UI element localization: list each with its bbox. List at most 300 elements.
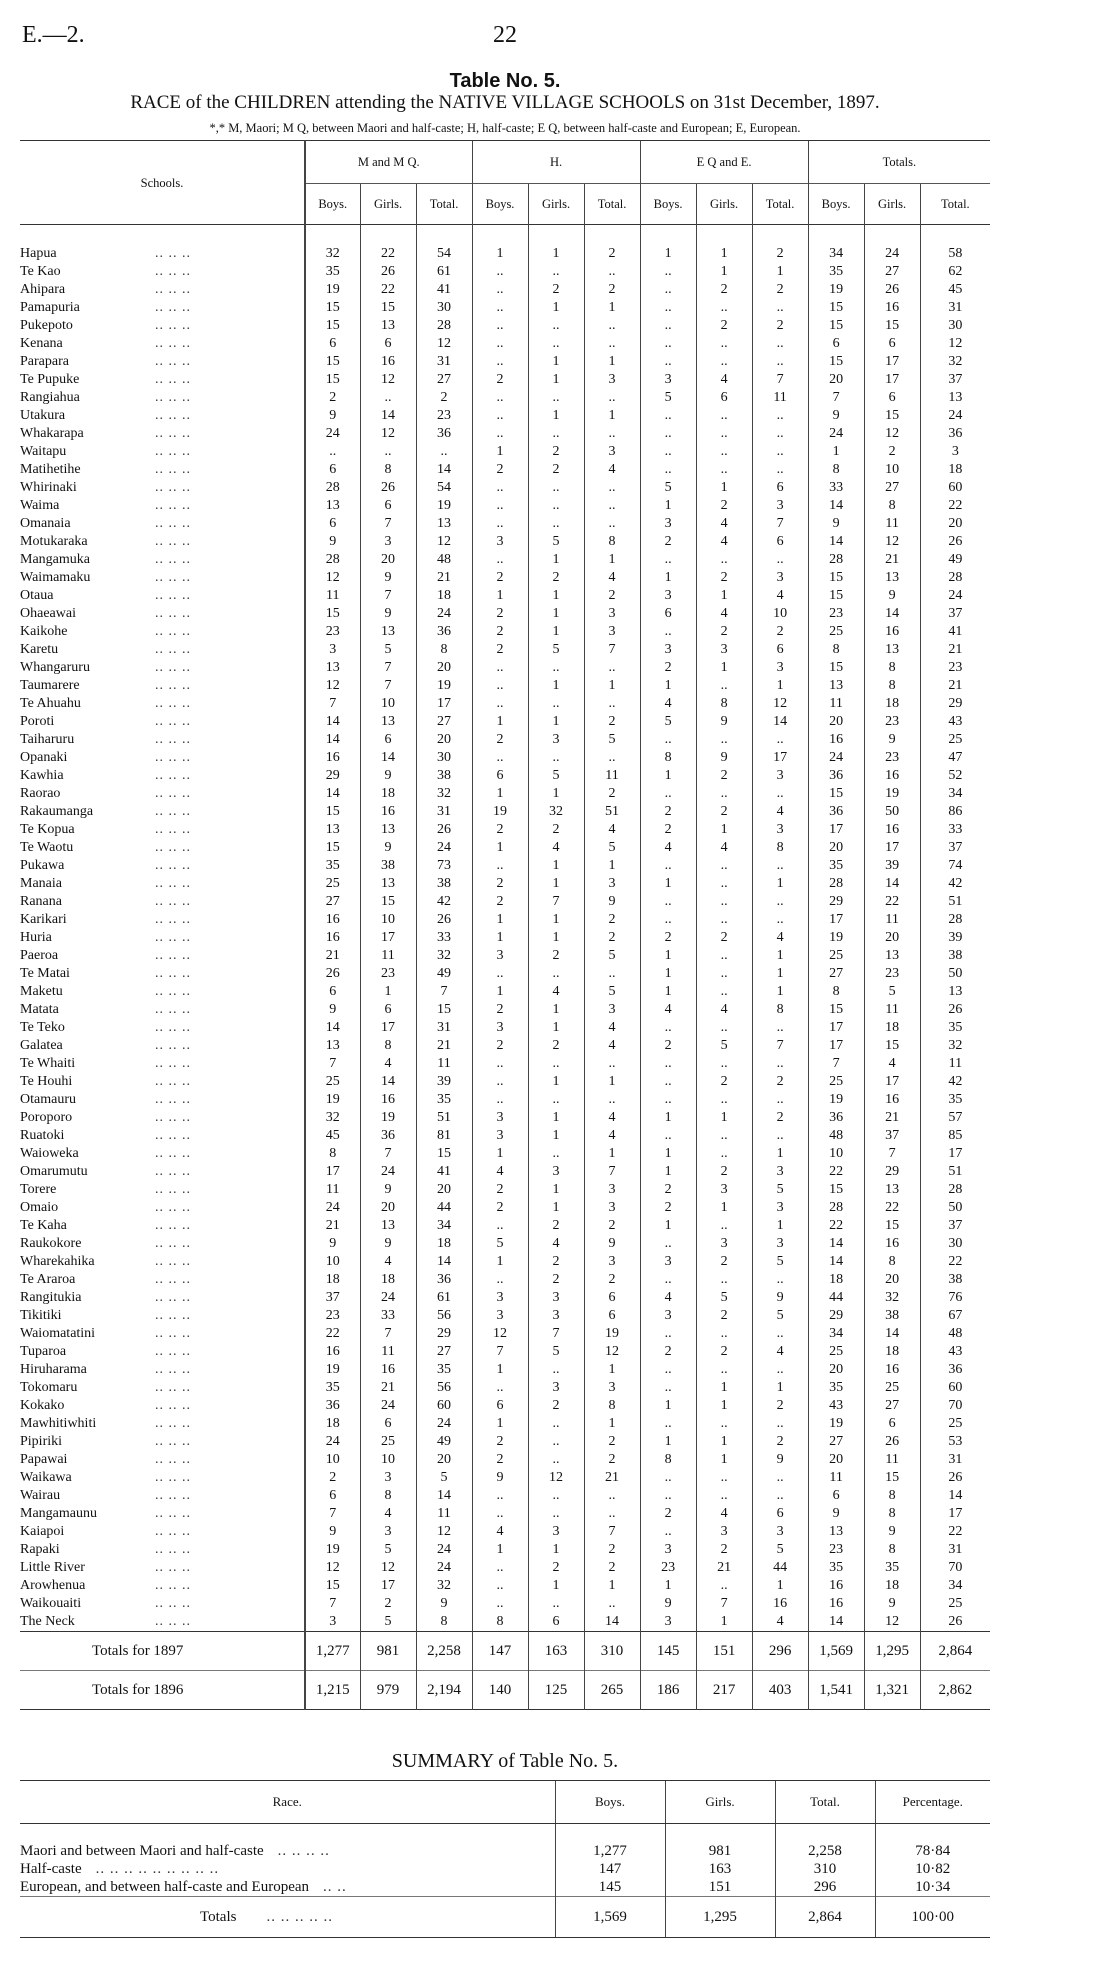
- value-cell: 2: [752, 1433, 808, 1451]
- value-cell: 11: [305, 587, 360, 605]
- value-cell: 2: [472, 1199, 528, 1217]
- table-row: [20, 1109, 990, 1127]
- value-cell: 48: [808, 1127, 864, 1145]
- value-cell: ..: [696, 1325, 752, 1343]
- value-cell: ..: [752, 857, 808, 875]
- value-cell: 7: [305, 695, 360, 713]
- totals-value: 217: [696, 1671, 752, 1710]
- value-cell: 4: [528, 1235, 584, 1253]
- value-cell: 2: [640, 821, 696, 839]
- value-cell: ..: [584, 479, 640, 497]
- leader-dots: .. .. ..: [155, 930, 191, 945]
- leader-dots: .. .. ..: [155, 282, 191, 297]
- value-cell: ..: [640, 1235, 696, 1253]
- value-cell: 6: [864, 1415, 920, 1433]
- value-cell: 7: [528, 1325, 584, 1343]
- value-cell: 3: [472, 947, 528, 965]
- summary-percentage-header: Percentage.: [875, 1781, 990, 1824]
- value-cell: 51: [584, 803, 640, 821]
- value-cell: 21: [416, 569, 472, 587]
- summary-value: 151: [665, 1878, 775, 1897]
- value-cell: 41: [416, 1163, 472, 1181]
- summary-totals-value: 1,295: [665, 1897, 775, 1938]
- value-cell: 23: [305, 623, 360, 641]
- summary-value: 78·84: [875, 1842, 990, 1860]
- value-cell: 3: [360, 533, 416, 551]
- summary-value: 310: [775, 1860, 875, 1878]
- value-cell: 24: [360, 1163, 416, 1181]
- value-cell: 16: [305, 749, 360, 767]
- value-cell: 8: [360, 1037, 416, 1055]
- value-cell: 38: [416, 767, 472, 785]
- value-cell: 2: [472, 875, 528, 893]
- value-cell: 16: [864, 1235, 920, 1253]
- value-cell: ..: [528, 1145, 584, 1163]
- value-cell: 1: [472, 1145, 528, 1163]
- summary-race-header: Race.: [20, 1781, 555, 1824]
- school-name: Te Teko: [20, 1020, 65, 1035]
- value-cell: 16: [808, 1595, 864, 1613]
- value-cell: 3: [472, 1109, 528, 1127]
- value-cell: 29: [920, 695, 990, 713]
- leader-dots: .. .. ..: [155, 678, 191, 693]
- totals-value: 2,862: [920, 1671, 990, 1710]
- value-cell: 3: [584, 1001, 640, 1019]
- table-row: [20, 1073, 990, 1091]
- value-cell: 15: [808, 785, 864, 803]
- school-name: Waiomatatini: [20, 1326, 96, 1341]
- value-cell: 7: [472, 1343, 528, 1361]
- value-cell: ..: [584, 497, 640, 515]
- value-cell: ..: [528, 965, 584, 983]
- leader-dots: .. .. ..: [155, 1326, 191, 1341]
- table-row: [20, 1559, 990, 1577]
- school-name: Taiharuru: [20, 732, 75, 747]
- value-cell: 19: [808, 281, 864, 299]
- value-cell: 21: [360, 1379, 416, 1397]
- value-cell: ..: [696, 1217, 752, 1235]
- school-cell: [20, 1289, 305, 1307]
- value-cell: 1: [696, 1199, 752, 1217]
- value-cell: ..: [752, 1325, 808, 1343]
- value-cell: 1: [528, 371, 584, 389]
- school-name: Waioweka: [20, 1146, 79, 1161]
- school-cell: [20, 407, 305, 425]
- value-cell: 17: [864, 371, 920, 389]
- value-cell: 3: [696, 641, 752, 659]
- column-header-total: Total.: [416, 184, 472, 225]
- value-cell: 21: [584, 1469, 640, 1487]
- school-cell: [20, 461, 305, 479]
- value-cell: 12: [305, 569, 360, 587]
- table-row: [20, 1253, 990, 1271]
- value-cell: 32: [305, 1109, 360, 1127]
- value-cell: 9: [864, 587, 920, 605]
- summary-total-header: Total.: [775, 1781, 875, 1824]
- value-cell: ..: [472, 1073, 528, 1091]
- value-cell: ..: [640, 353, 696, 371]
- value-cell: 3: [752, 1235, 808, 1253]
- value-cell: ..: [640, 335, 696, 353]
- value-cell: 5: [360, 641, 416, 659]
- value-cell: 18: [360, 1271, 416, 1289]
- value-cell: 22: [360, 281, 416, 299]
- value-cell: 1: [640, 1397, 696, 1415]
- leader-dots: .. .. .. ..: [277, 1843, 330, 1859]
- value-cell: 6: [305, 1487, 360, 1505]
- value-cell: 19: [416, 677, 472, 695]
- leader-dots: .. .. ..: [155, 1398, 191, 1413]
- value-cell: 27: [864, 263, 920, 281]
- school-name: Omaio: [20, 1200, 59, 1215]
- value-cell: 1: [696, 659, 752, 677]
- value-cell: 4: [696, 533, 752, 551]
- value-cell: ..: [752, 1019, 808, 1037]
- summary-value: 147: [555, 1860, 665, 1878]
- value-cell: 22: [920, 1253, 990, 1271]
- value-cell: 23: [864, 749, 920, 767]
- value-cell: 5: [416, 1469, 472, 1487]
- school-name: Ahipara: [20, 282, 66, 297]
- value-cell: 45: [305, 1127, 360, 1145]
- value-cell: 24: [360, 1397, 416, 1415]
- value-cell: 31: [416, 353, 472, 371]
- value-cell: 3: [472, 1127, 528, 1145]
- table-row: [20, 1541, 990, 1559]
- value-cell: 18: [864, 1343, 920, 1361]
- table-row: [20, 1145, 990, 1163]
- value-cell: ..: [752, 425, 808, 443]
- value-cell: ..: [472, 1487, 528, 1505]
- value-cell: 38: [360, 857, 416, 875]
- value-cell: 6: [640, 605, 696, 623]
- value-cell: 35: [305, 857, 360, 875]
- value-cell: 5: [640, 713, 696, 731]
- table-row: [20, 1361, 990, 1379]
- value-cell: 67: [920, 1307, 990, 1325]
- value-cell: 2: [472, 821, 528, 839]
- value-cell: 10: [305, 1253, 360, 1271]
- value-cell: 23: [808, 1541, 864, 1559]
- value-cell: 9: [305, 1001, 360, 1019]
- value-cell: 1: [696, 1613, 752, 1632]
- value-cell: 1: [752, 1217, 808, 1235]
- value-cell: 41: [920, 623, 990, 641]
- school-name: Kaikohe: [20, 624, 68, 639]
- school-cell: [20, 1019, 305, 1037]
- value-cell: 21: [920, 641, 990, 659]
- school-name: Matihetihe: [20, 462, 81, 477]
- value-cell: 12: [416, 533, 472, 551]
- value-cell: 2: [472, 371, 528, 389]
- value-cell: ..: [528, 1415, 584, 1433]
- table-row: [20, 461, 990, 479]
- leader-dots: .. .. ..: [155, 1416, 191, 1431]
- table-row: [20, 353, 990, 371]
- value-cell: ..: [696, 461, 752, 479]
- value-cell: 3: [640, 587, 696, 605]
- summary-title: SUMMARY of Table No. 5.: [391, 1750, 619, 1772]
- value-cell: 3: [640, 1253, 696, 1271]
- school-name: Pamapuria: [20, 300, 80, 315]
- value-cell: 15: [864, 1037, 920, 1055]
- summary-value: 2,258: [775, 1842, 875, 1860]
- leader-dots: .. .. ..: [155, 768, 191, 783]
- value-cell: 15: [864, 1469, 920, 1487]
- value-cell: 9: [360, 1181, 416, 1199]
- value-cell: ..: [696, 1577, 752, 1595]
- value-cell: 20: [808, 839, 864, 857]
- value-cell: 5: [752, 1181, 808, 1199]
- value-cell: 14: [808, 1613, 864, 1632]
- value-cell: 17: [864, 839, 920, 857]
- value-cell: 6: [584, 1307, 640, 1325]
- value-cell: 1: [696, 1379, 752, 1397]
- school-name: Tokomaru: [20, 1380, 78, 1395]
- value-cell: 2: [416, 389, 472, 407]
- value-cell: 3: [584, 443, 640, 461]
- value-cell: 21: [696, 1559, 752, 1577]
- value-cell: 11: [920, 1055, 990, 1073]
- value-cell: 22: [920, 497, 990, 515]
- value-cell: ..: [752, 911, 808, 929]
- value-cell: 44: [416, 1199, 472, 1217]
- value-cell: ..: [472, 263, 528, 281]
- table-row: [20, 479, 990, 497]
- value-cell: ..: [528, 659, 584, 677]
- value-cell: 2: [752, 281, 808, 299]
- value-cell: 7: [584, 1523, 640, 1541]
- value-cell: 31: [920, 1541, 990, 1559]
- value-cell: 19: [305, 1361, 360, 1379]
- leader-dots: .. .. ..: [155, 570, 191, 585]
- value-cell: 1: [528, 605, 584, 623]
- value-cell: 13: [360, 317, 416, 335]
- school-name: Poroti: [20, 714, 55, 729]
- value-cell: 1: [528, 713, 584, 731]
- school-cell: [20, 1487, 305, 1505]
- value-cell: 16: [305, 929, 360, 947]
- leader-dots: .. .. ..: [155, 1146, 191, 1161]
- value-cell: ..: [472, 281, 528, 299]
- value-cell: 60: [416, 1397, 472, 1415]
- value-cell: 2: [528, 1271, 584, 1289]
- value-cell: ..: [752, 335, 808, 353]
- value-cell: 49: [416, 965, 472, 983]
- table-row: [20, 713, 990, 731]
- value-cell: 1: [584, 1145, 640, 1163]
- table-row: [20, 425, 990, 443]
- school-cell: [20, 281, 305, 299]
- school-name: Karetu: [20, 642, 59, 657]
- school-cell: [20, 839, 305, 857]
- value-cell: 5: [528, 641, 584, 659]
- column-header-boys: Boys.: [472, 184, 528, 225]
- value-cell: ..: [528, 1595, 584, 1613]
- value-cell: 15: [305, 803, 360, 821]
- value-cell: 33: [360, 1307, 416, 1325]
- value-cell: 12: [864, 425, 920, 443]
- value-cell: 28: [808, 875, 864, 893]
- leader-dots: .. .. ..: [155, 1560, 191, 1575]
- value-cell: 5: [584, 731, 640, 749]
- value-cell: 1: [752, 947, 808, 965]
- value-cell: 1: [808, 443, 864, 461]
- value-cell: 13: [305, 497, 360, 515]
- value-cell: 36: [920, 425, 990, 443]
- value-cell: ..: [472, 857, 528, 875]
- value-cell: 1: [752, 1379, 808, 1397]
- totals-value: 296: [752, 1632, 808, 1671]
- value-cell: 1: [528, 551, 584, 569]
- summary-girls-header: Girls.: [665, 1781, 775, 1824]
- value-cell: 4: [752, 929, 808, 947]
- value-cell: 1: [528, 1019, 584, 1037]
- value-cell: 2: [696, 317, 752, 335]
- column-header-boys: Boys.: [305, 184, 360, 225]
- leader-dots: .. .. ..: [155, 912, 191, 927]
- value-cell: 9: [640, 1595, 696, 1613]
- value-cell: 1: [472, 587, 528, 605]
- table-bottom-rule: [20, 1710, 990, 1715]
- value-cell: 9: [360, 569, 416, 587]
- school-cell: [20, 245, 305, 263]
- value-cell: 5: [640, 389, 696, 407]
- value-cell: 10: [864, 461, 920, 479]
- value-cell: ..: [416, 443, 472, 461]
- value-cell: 8: [864, 1487, 920, 1505]
- table-row: [20, 587, 990, 605]
- value-cell: 14: [305, 713, 360, 731]
- table-row: [20, 749, 990, 767]
- value-cell: 14: [864, 875, 920, 893]
- value-cell: 1: [696, 1109, 752, 1127]
- totals-label: Totals for 1897: [20, 1632, 305, 1671]
- value-cell: 1: [752, 1145, 808, 1163]
- value-cell: 2: [472, 641, 528, 659]
- leader-dots: .. .. ..: [155, 1002, 191, 1017]
- value-cell: 20: [808, 713, 864, 731]
- value-cell: 2: [472, 623, 528, 641]
- school-name: Wairau: [20, 1488, 61, 1503]
- value-cell: 10: [360, 695, 416, 713]
- value-cell: 27: [416, 713, 472, 731]
- value-cell: ..: [640, 1127, 696, 1145]
- leader-dots: .. .. ..: [155, 1128, 191, 1143]
- table-row: [20, 677, 990, 695]
- value-cell: 14: [808, 1235, 864, 1253]
- table-row: [20, 569, 990, 587]
- totals-value: 2,864: [920, 1632, 990, 1671]
- value-cell: 14: [808, 533, 864, 551]
- value-cell: 3: [640, 371, 696, 389]
- value-cell: 24: [416, 1541, 472, 1559]
- value-cell: 39: [920, 929, 990, 947]
- table-row: [20, 623, 990, 641]
- school-name: Hiruharama: [20, 1362, 87, 1377]
- value-cell: 3: [640, 515, 696, 533]
- school-name: Te Waotu: [20, 840, 74, 855]
- value-cell: 17: [920, 1505, 990, 1523]
- value-cell: 34: [920, 1577, 990, 1595]
- value-cell: 43: [920, 713, 990, 731]
- summary-value: 981: [665, 1842, 775, 1860]
- value-cell: 25: [920, 1595, 990, 1613]
- value-cell: 4: [696, 839, 752, 857]
- value-cell: 1: [472, 839, 528, 857]
- value-cell: ..: [696, 677, 752, 695]
- value-cell: 3: [305, 1613, 360, 1632]
- table-row: [20, 641, 990, 659]
- school-cell: [20, 1235, 305, 1253]
- value-cell: ..: [640, 857, 696, 875]
- value-cell: 6: [472, 767, 528, 785]
- school-cell: [20, 857, 305, 875]
- school-cell: [20, 1361, 305, 1379]
- school-name: Kawhia: [20, 768, 64, 783]
- school-name: Te Matai: [20, 966, 70, 981]
- value-cell: 70: [920, 1559, 990, 1577]
- value-cell: 17: [808, 911, 864, 929]
- value-cell: 26: [920, 1613, 990, 1632]
- value-cell: 1: [528, 1181, 584, 1199]
- value-cell: 3: [752, 1163, 808, 1181]
- value-cell: ..: [696, 1469, 752, 1487]
- value-cell: 50: [864, 803, 920, 821]
- leader-dots: .. .. ..: [155, 1164, 191, 1179]
- value-cell: 3: [360, 1523, 416, 1541]
- school-name: Waikawa: [20, 1470, 72, 1485]
- value-cell: 2: [640, 533, 696, 551]
- value-cell: 1: [472, 785, 528, 803]
- table-row: [20, 299, 990, 317]
- value-cell: 16: [808, 731, 864, 749]
- leader-dots: .. .. ..: [155, 1110, 191, 1125]
- leader-dots: .. .. ..: [155, 390, 191, 405]
- leader-dots: .. .. ..: [155, 1092, 191, 1107]
- table-row: [20, 389, 990, 407]
- value-cell: ..: [640, 1523, 696, 1541]
- schools-header: Schools.: [20, 141, 305, 225]
- value-cell: 2: [584, 713, 640, 731]
- value-cell: ..: [472, 659, 528, 677]
- value-cell: 3: [752, 767, 808, 785]
- school-cell: [20, 731, 305, 749]
- value-cell: 26: [305, 965, 360, 983]
- leader-dots: .. .. .. .. ..: [266, 1909, 333, 1925]
- value-cell: ..: [528, 515, 584, 533]
- leader-dots: .. .. ..: [155, 822, 191, 837]
- school-cell: [20, 1415, 305, 1433]
- value-cell: 8: [752, 839, 808, 857]
- value-cell: 13: [864, 947, 920, 965]
- value-cell: 1: [696, 245, 752, 263]
- value-cell: 38: [920, 947, 990, 965]
- table-row: [20, 1307, 990, 1325]
- value-cell: ..: [640, 1379, 696, 1397]
- value-cell: 5: [584, 947, 640, 965]
- value-cell: 6: [864, 389, 920, 407]
- school-cell: [20, 1451, 305, 1469]
- school-cell: [20, 983, 305, 1001]
- value-cell: 3: [584, 875, 640, 893]
- value-cell: 56: [416, 1307, 472, 1325]
- table-row: [20, 1001, 990, 1019]
- school-cell: [20, 785, 305, 803]
- value-cell: 3: [528, 731, 584, 749]
- value-cell: 1: [696, 821, 752, 839]
- value-cell: 34: [808, 245, 864, 263]
